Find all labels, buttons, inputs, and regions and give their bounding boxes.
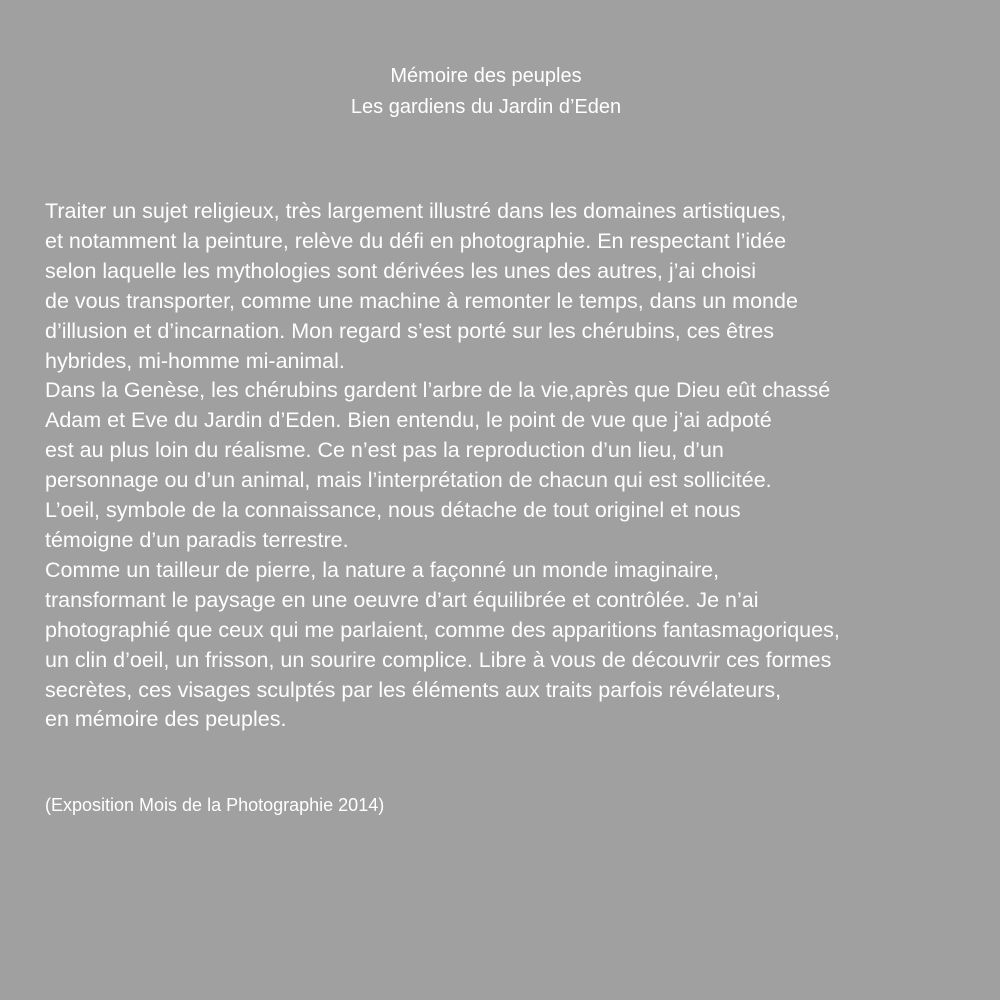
body-line: photographié que ceux qui me parlaient, comme des apparitions fantasmagoriques, [45, 617, 840, 642]
body-line: selon laquelle les mythologies sont dérivées les unes des autres, j’ai choisi [45, 258, 757, 283]
title-line-2: Les gardiens du Jardin d’Eden [350, 96, 622, 118]
document-title [0, 61, 972, 123]
body-line: est au plus loin du réalisme. Ce n’est pas la reproduction d’un lieu, d’un [45, 438, 724, 463]
body-line: transformant le paysage en une oeuvre d’art équilibrée et contrôlée. Je n’ai [45, 587, 759, 612]
body-line: secrètes, ces visages sculptés par les éléments aux traits parfois révélateurs, [45, 677, 782, 702]
body-line: Dans la Genèse, les chérubins gardent l’arbre de la vie,après que Dieu eût chassé [45, 378, 831, 403]
body-line: personnage ou d’un animal, mais l’interprétation de chacun qui est sollicitée. [45, 468, 772, 493]
body-line: un clin d’oeil, un frisson, un sourire complice. Libre à vous de découvrir ces formes [45, 647, 832, 672]
body-text [45, 197, 840, 735]
body-line: et notamment la peinture, relève du défi en photographie. En respectant l’idée [45, 228, 787, 253]
body-line: Traiter un sujet religieux, très largement illustré dans les domaines artistiques, [45, 199, 787, 223]
body-line: L’oeil, symbole de la connaissance, nous détache de tout originel et nous [45, 498, 741, 523]
body-line: hybrides, mi-homme mi-animal. [45, 348, 345, 373]
body-line: témoigne d’un paradis terrestre. [45, 527, 349, 552]
body-line: en mémoire des peuples. [45, 707, 287, 732]
title-line-1: Mémoire des peuples [390, 65, 582, 87]
exhibition-note: (Exposition Mois de la Photographie 2014) [45, 795, 385, 815]
body-line: Comme un tailleur de pierre, la nature a façonné un monde imaginaire, [45, 557, 720, 582]
body-line: d’illusion et d’incarnation. Mon regard s’est porté sur les chérubins, ces êtres [45, 318, 774, 343]
body-line: Adam et Eve du Jardin d’Eden. Bien entendu, le point de vue que j’ai adpoté [45, 408, 772, 433]
body-line: de vous transporter, comme une machine à remonter le temps, dans un monde [45, 288, 798, 313]
